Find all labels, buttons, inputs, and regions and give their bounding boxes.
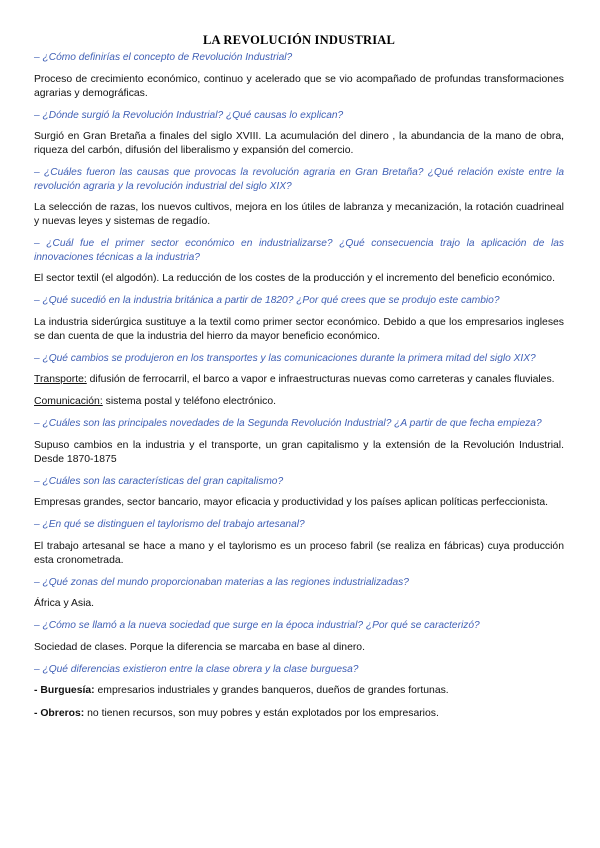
document-title: LA REVOLUCIÓN INDUSTRIAL xyxy=(202,33,396,47)
answer-3: La selección de razas, los nuevos cultivos, mejora en los útiles de labranza y mecanización, la rotación cuadrineal y nuevas leyes y sistemas de regadío. xyxy=(34,202,564,227)
question-3: – ¿Cuáles fueron las causas que provocas la revolución agraria en Gran Bretaña? ¿Qué relación existe entre la revolución agraria y la revolución industrial del siglo XIX? xyxy=(34,167,564,192)
burguesia-label: - Burguesía: xyxy=(34,685,95,696)
answer-4: El sector textil (el algodón). La reducción de los costes de la producción y el incremento del beneficio económico. xyxy=(34,273,555,284)
transport-label: Transporte: xyxy=(34,374,87,385)
communication-label: Comunicación: xyxy=(34,396,103,407)
communication-text: sistema postal y teléfono electrónico. xyxy=(102,396,277,407)
answer-6-communication xyxy=(34,395,564,409)
answer-9: El trabajo artesanal se hace a mano y el taylorismo es un proceso fabril (se realiza en fábricas) cuya producción esta cronometrada. xyxy=(34,540,564,566)
question-5: – ¿Qué sucedió en la industria británica a partir de 1820? ¿Por qué crees que se produjo este cambio? xyxy=(34,295,500,306)
transport-text: difusión de ferrocarril, el barco a vapor e infraestructuras nuevas como carreteras y canales fluviales. xyxy=(86,374,555,385)
answer-12-obreros xyxy=(34,707,564,721)
answer-7: Supuso cambios en la industria y el transporte, un gran capitalismo y la extensión de la Revolución Industrial. Desde 1870-1875 xyxy=(34,439,564,465)
obreros-text: no tienen recursos, son muy pobres y están explotados por los empresarios. xyxy=(84,708,439,719)
question-7: – ¿Cuáles son las principales novedades de la Segunda Revolución Industrial? ¿A partir de que fecha empieza? xyxy=(34,418,542,429)
document-page xyxy=(34,33,564,729)
question-4: – ¿Cuál fue el primer sector económico en industrializarse? ¿Qué consecuencia trajo la aplicación de las innovaciones técnicas a la industria? xyxy=(34,238,564,263)
question-1: – ¿Cómo definirías el concepto de Revolución Industrial? xyxy=(34,52,293,63)
answer-12-burguesia xyxy=(34,684,564,698)
obreros-label: - Obreros: xyxy=(34,708,85,719)
question-12: – ¿Qué diferencias existieron entre la clase obrera y la clase burguesa? xyxy=(34,663,359,675)
burguesia-text: empresarios industriales y grandes banqueros, dueños de grandes fortunas. xyxy=(94,685,449,696)
answer-1: Proceso de crecimiento económico, continuo y acelerado que se vio acompañado de profundas transformaciones agrarias y demográficas. xyxy=(34,73,564,99)
answer-5: La industria siderúrgica sustituye a la textil como primer sector económico. Debido a que los empresarios ingleses se dan cuenta de que la industria del hierro da mayor beneficio económico. xyxy=(34,316,564,342)
answer-6-transport xyxy=(34,373,564,387)
question-8: – ¿Cuáles son las características del gran capitalismo? xyxy=(34,475,284,487)
question-6: – ¿Qué cambios se produjeron en los transportes y las comunicaciones durante la primera mitad del siglo XIX? xyxy=(34,352,536,364)
answer-8: Empresas grandes, sector bancario, mayor eficacia y productividad y los países aplican políticas perfeccionista. xyxy=(34,497,549,508)
answer-11: Sociedad de clases. Porque la diferencia se marcaba en base al dinero. xyxy=(34,641,365,653)
answer-10: África y Asia. xyxy=(34,598,95,609)
question-11: – ¿Cómo se llamó a la nueva sociedad que surge en la época industrial? ¿Por qué se caracterizó? xyxy=(34,620,480,631)
question-9: – ¿En qué se distinguen el taylorismo del trabajo artesanal? xyxy=(34,519,305,530)
question-10: – ¿Qué zonas del mundo proporcionaban materias a las regiones industrializadas? xyxy=(34,576,409,588)
answer-2: Surgió en Gran Bretaña a finales del siglo XVIII. La acumulación del dinero , la abundancia de la mano de obra, riqueza del carbón, difusión del liberalismo y expansión del comercio. xyxy=(34,131,564,156)
question-2: – ¿Dónde surgió la Revolución Industrial? ¿Qué causas lo explican? xyxy=(34,109,344,121)
